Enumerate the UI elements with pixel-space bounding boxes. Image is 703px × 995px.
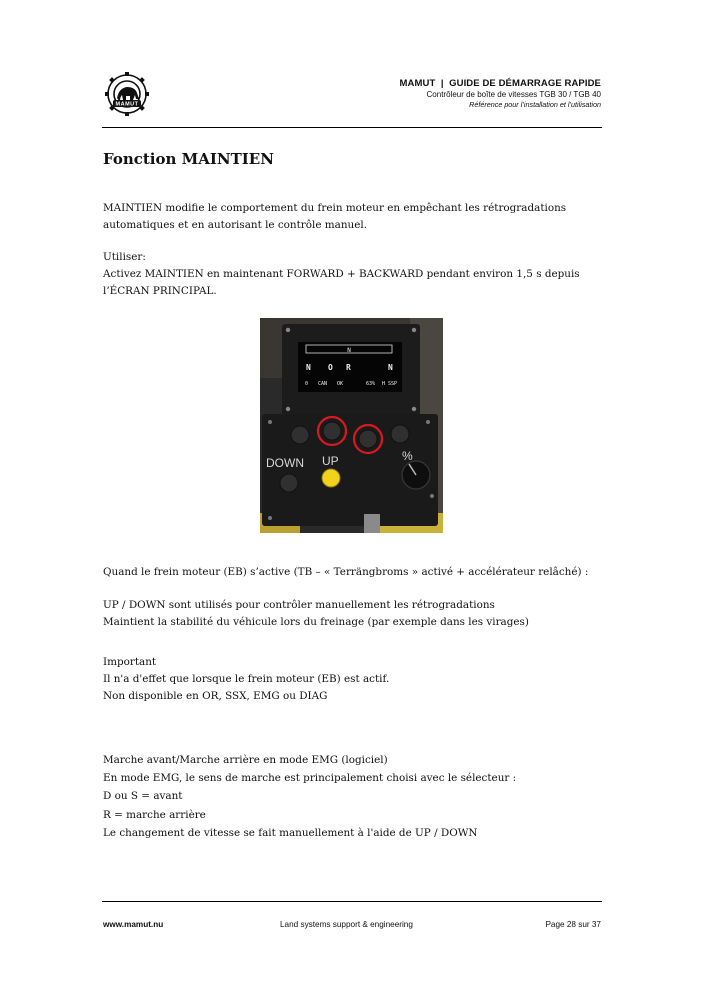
header-reference: Référence pour l’installation et l’utilisation xyxy=(469,100,601,109)
use-line: Activez MAINTIEN en maintenant FORWARD + BACKWARD pendant environ 1,5 s depuis xyxy=(103,268,580,280)
display-status: 63% xyxy=(366,381,376,387)
up-label: UP xyxy=(322,454,339,468)
engine-brake-line: Maintient la stabilité du véhicule lors du freinage (par exemple dans les virages) xyxy=(103,616,529,628)
display-status: SSP xyxy=(388,381,398,387)
footer-divider xyxy=(102,901,602,902)
use-line: l’ÉCRAN PRINCIPAL. xyxy=(103,285,217,297)
display-top: N xyxy=(347,347,351,354)
engine-brake-lines xyxy=(103,597,529,631)
important-paragraph xyxy=(103,654,389,705)
mamut-logo xyxy=(101,71,153,117)
intro-line: MAINTIEN modifie le comportement du frein moteur en empêchant les rétrogradations xyxy=(103,202,567,214)
display-gear: N xyxy=(388,363,393,372)
display-gear: O xyxy=(328,363,333,372)
section-title: Fonction MAINTIEN xyxy=(103,150,274,168)
important-line: Non disponible en OR, SSX, EMG ou DIAG xyxy=(103,690,328,702)
display-status: 0 xyxy=(305,381,309,387)
down-label: DOWN xyxy=(266,456,304,470)
header-subtitle: Contrôleur de boîte de vitesses TGB 30 / TGB 40 xyxy=(426,90,601,99)
percent-label: % xyxy=(402,449,413,463)
display-gear: R xyxy=(346,363,351,372)
emg-title: Marche avant/Marche arrière en mode EMG (logiciel) xyxy=(103,754,388,766)
emg-line: En mode EMG, le sens de marche est principalement choisi avec le sélecteur : xyxy=(103,772,517,785)
emg-line: D ou S = avant xyxy=(103,790,183,803)
use-label: Utiliser: xyxy=(103,251,146,263)
footer-page-number: Page 28 sur 37 xyxy=(545,920,601,929)
up-button xyxy=(322,469,340,487)
emg-line: R = marche arrière xyxy=(103,808,206,821)
emg-paragraph xyxy=(103,751,516,842)
emg-line: Le changement de vitesse se fait manuellement à l'aide de UP / DOWN xyxy=(103,826,478,839)
intro-paragraph xyxy=(103,200,566,234)
down-button xyxy=(280,474,298,492)
footer-website[interactable]: www.mamut.nu xyxy=(103,920,164,929)
display-status: H xyxy=(382,381,386,387)
display-status: OK xyxy=(337,381,344,387)
engine-brake-text: Quand le frein moteur (EB) s’active (TB – « Terrängbroms » activé + accélérateur relâché) : xyxy=(103,566,589,578)
use-paragraph xyxy=(103,249,580,300)
display-status: CAN xyxy=(318,381,328,387)
intro-line: automatiques et en autorisant le contrôle manuel. xyxy=(103,219,367,231)
logo-wordmark: MAMUT xyxy=(115,101,139,108)
document-header xyxy=(400,78,601,109)
important-line: Il n'a d'effet que lorsque le frein moteur (EB) est actif. xyxy=(103,673,390,685)
engine-brake-paragraph xyxy=(103,564,588,581)
engine-brake-line: UP / DOWN sont utilisés pour contrôler manuellement les rétrogradations xyxy=(103,599,495,611)
header-title: MAMUT | GUIDE DE DÉMARRAGE RAPIDE xyxy=(399,78,601,89)
display-gear: N xyxy=(306,363,311,372)
controller-photo xyxy=(260,318,443,533)
important-title: Important xyxy=(103,656,157,668)
header-divider xyxy=(102,127,602,128)
footer-tagline: Land systems support & engineering xyxy=(280,920,413,929)
